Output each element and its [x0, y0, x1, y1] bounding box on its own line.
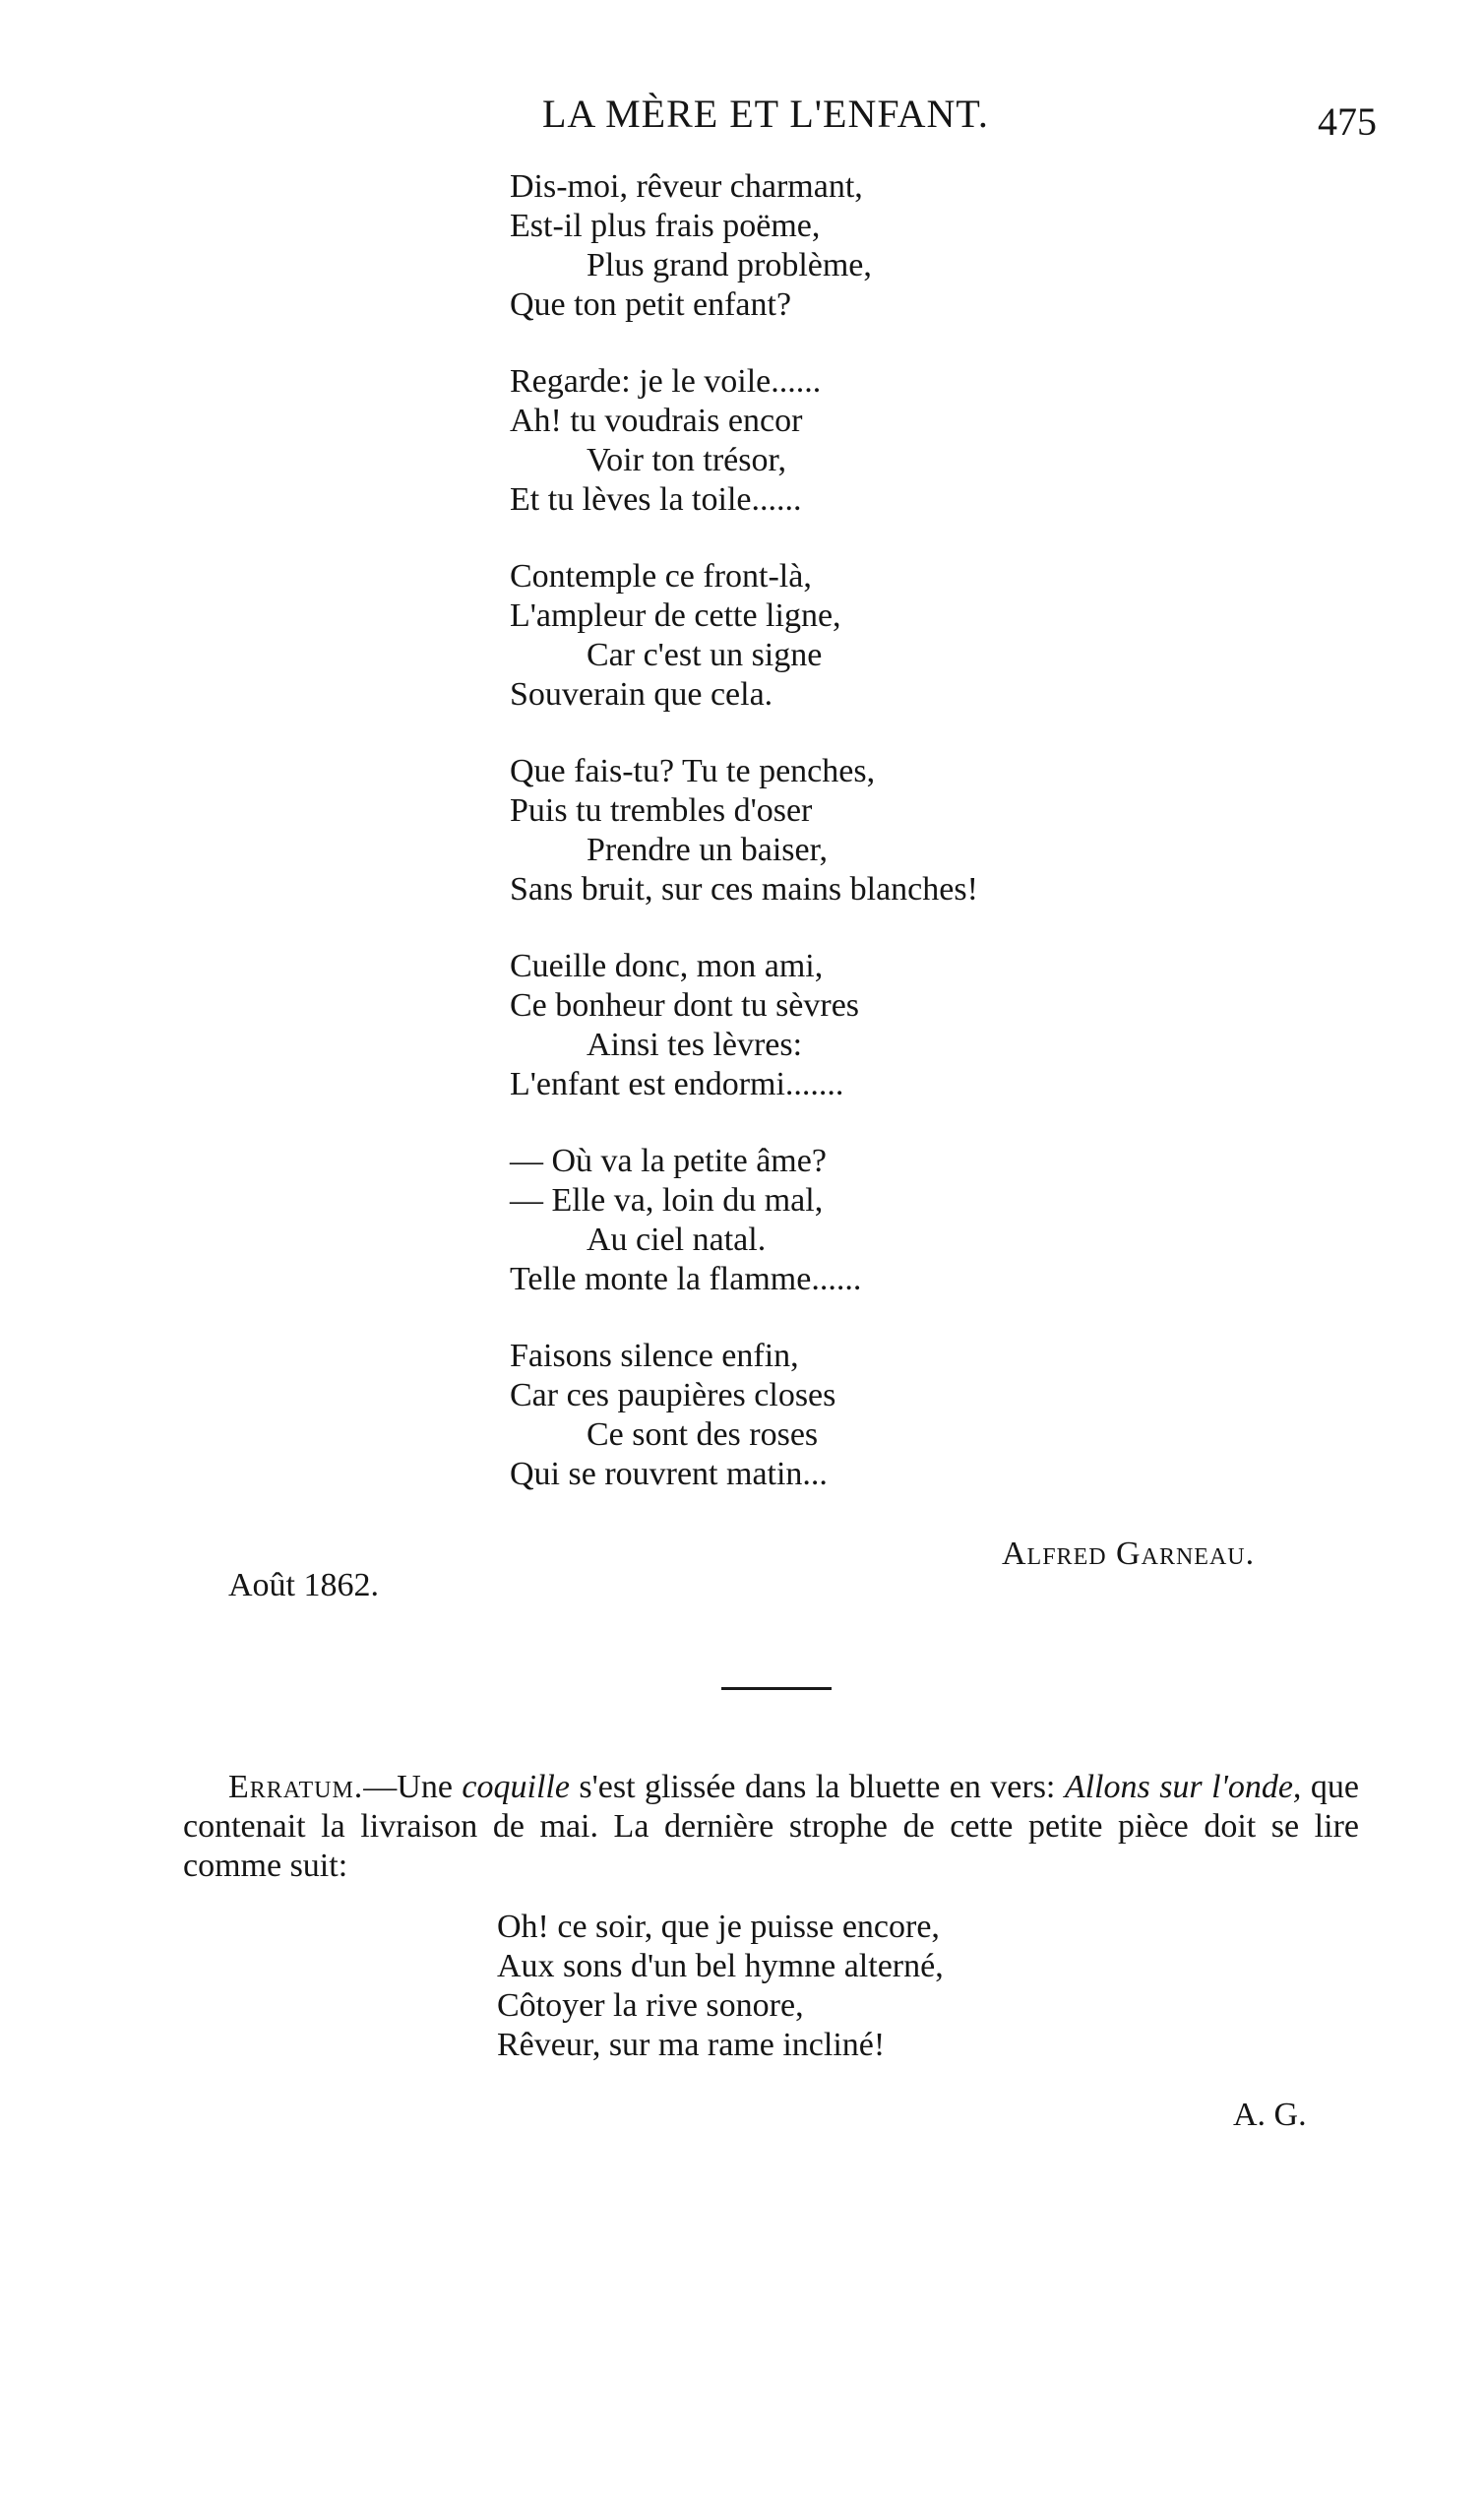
poem-line: Prendre un baiser,	[587, 832, 829, 868]
poem-line: Ce sont des roses	[587, 1416, 819, 1453]
poem-stanza	[510, 1337, 1199, 1494]
poem-line: Sans bruit, sur ces mains blanches!	[510, 871, 978, 908]
poem-line: Puis tu trembles d'oser	[510, 792, 813, 829]
author-signature: Alfred Garneau.	[1002, 1536, 1256, 1572]
poem-stanza	[510, 362, 1199, 520]
poem-line: Qui se rouvrent matin...	[510, 1456, 828, 1492]
poem-line: Car c'est un signe	[587, 637, 823, 673]
poem-line: Que fais-tu? Tu te penches,	[510, 753, 876, 789]
erratum-initials: A. G.	[1233, 2097, 1307, 2133]
poem-line: Voir ton trésor,	[587, 442, 786, 478]
poem-line: Souverain que cela.	[510, 676, 773, 713]
poem-line: — Où va la petite âme?	[510, 1143, 827, 1179]
erratum-italic: coquille	[462, 1769, 570, 1805]
poem-line: Ainsi tes lèvres:	[587, 1027, 803, 1063]
corrected-line: Oh! ce soir, que je puisse encore,	[497, 1909, 940, 1945]
corrected-line: Aux sons d'un bel hymne alterné,	[497, 1948, 944, 1984]
erratum-text: —Une	[363, 1769, 463, 1805]
poem-line: Faisons silence enfin,	[510, 1338, 799, 1374]
poem-line: Est-il plus frais poëme,	[510, 208, 821, 244]
poem-line: Telle monte la flamme......	[510, 1261, 862, 1297]
running-title: LA MÈRE ET L'ENFANT.	[542, 92, 989, 136]
poem-stanza	[510, 167, 1199, 325]
poem-stanza	[510, 947, 1199, 1104]
poem-line: L'ampleur de cette ligne,	[510, 597, 841, 634]
poem-line: Plus grand problème,	[587, 247, 872, 283]
erratum-lead: Erratum.	[228, 1769, 364, 1805]
poem-stanza	[510, 752, 1199, 909]
poem-date: Août 1862.	[228, 1567, 379, 1603]
poem-line: Cueille donc, mon ami,	[510, 948, 824, 984]
erratum-text: s'est glissée dans la bluette en vers:	[569, 1769, 1065, 1805]
poem-line: L'enfant est endormi.......	[510, 1066, 844, 1102]
poem-line: Car ces paupières closes	[510, 1377, 836, 1413]
poem-line: Regarde: je le voile......	[510, 363, 822, 400]
erratum-text: que contenait la livraison de mai. La dernière strophe de cette petite pièce doit se lire comme suit:	[183, 1769, 1359, 1884]
poem-stanza	[510, 1142, 1199, 1299]
poem-line: Ah! tu voudrais encor	[510, 403, 803, 439]
erratum-paragraph	[183, 1768, 1359, 1886]
section-divider	[721, 1687, 832, 1690]
poem-line: Au ciel natal.	[587, 1222, 767, 1258]
corrected-stanza	[497, 1908, 944, 2065]
page-number: 475	[1318, 99, 1377, 144]
poem	[510, 167, 1199, 1532]
poem-line: Contemple ce front-là,	[510, 558, 812, 595]
poem-line: Ce bonheur dont tu sèvres	[510, 987, 860, 1024]
corrected-line: Rêveur, sur ma rame incliné!	[497, 2027, 886, 2063]
poem-stanza	[510, 557, 1199, 715]
poem-line: Dis-moi, rêveur charmant,	[510, 168, 863, 205]
poem-line: — Elle va, loin du mal,	[510, 1182, 824, 1219]
erratum-italic: Allons sur l'onde,	[1064, 1769, 1302, 1805]
poem-line: Et tu lèves la toile......	[510, 481, 802, 518]
poem-line: Que ton petit enfant?	[510, 286, 792, 323]
corrected-line: Côtoyer la rive sonore,	[497, 1987, 804, 2024]
